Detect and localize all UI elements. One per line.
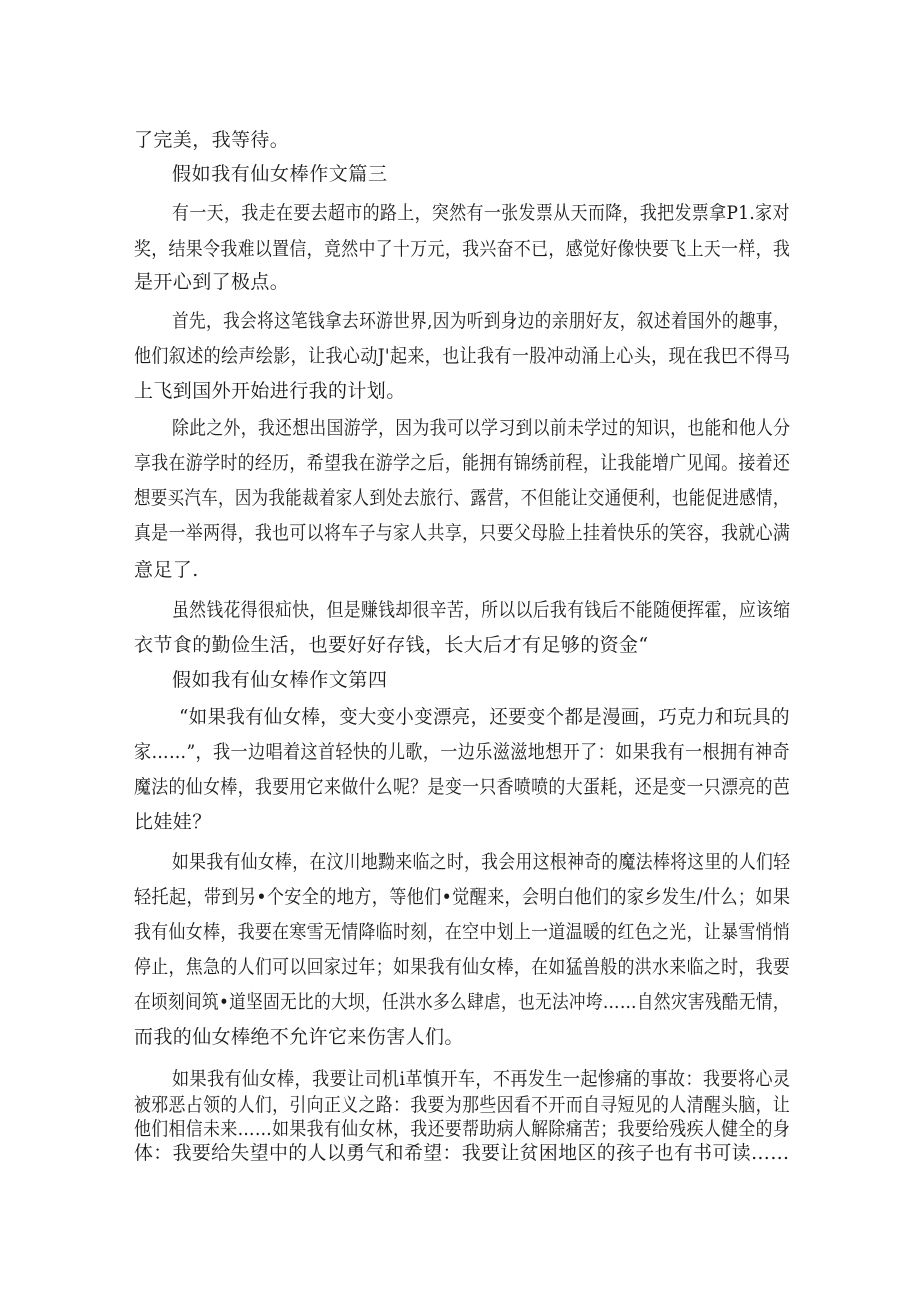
text-line: 被邪恶占领的人们，引向正义之路：我要为那些因看不开而自寻短见的人清醒头脑，让 xyxy=(134,1094,791,1116)
text-line: “如果我有仙女棒，变大变小变漂亮，还要变个都是漫画，巧克力和玩具的 xyxy=(179,706,790,728)
text-line: 我有仙女棒，我要在寒雪无情降临时刻，在空中划上一道温暖的红色之光，让暴雪悄悄 xyxy=(134,921,791,943)
text-line: 上飞到国外开始进行我的计划。 xyxy=(134,380,406,402)
text-line: 是开心到了极点。 xyxy=(134,271,290,293)
text-line: 衣节食的勤俭生活，也要好好存钱，长大后才有足够的资金“ xyxy=(134,634,649,656)
text-line: 比娃娃？ xyxy=(134,811,212,833)
text-line: 轻托起，带到另•个安全的地方，等他们•觉醒来，会明白他们的家乡发生/什么；如果 xyxy=(134,886,791,908)
text-line: 除此之外，我还想出国游学，因为我可以学习到以前未学过的知识，也能和他人分 xyxy=(172,417,791,439)
text-line: 虽然钱花得很疝快，但是赚钱却很辛苦，所以以后我有钱后不能随便挥霍，应该缩 xyxy=(172,599,791,621)
text-line: 体：我要给失望中的人以勇气和希望：我要让贫困地区的孩子也有书可读…… xyxy=(134,1142,790,1164)
text-line: 意足了. xyxy=(134,559,199,581)
text-line: 停止，焦急的人们可以回家过年；如果我有仙女棒，在如猛兽般的洪水来临之时，我要 xyxy=(134,956,791,978)
text-line: 真是一举两得，我也可以将车子与家人共享，只要父母脸上挂着快乐的笑容，我就心满 xyxy=(134,522,791,544)
text-line: 他们叙述的绘声绘影，让我心动J'起来，也让我有一股冲动涌上心头，现在我巴不得马 xyxy=(134,345,791,367)
section-heading: 假如我有仙女棒作文篇三 xyxy=(172,163,388,185)
text-line: 家……”，我一边唱着这首轻快的儿歌，一边乐滋滋地想开了：如果我有一根拥有神奇 xyxy=(134,741,790,763)
text-line: 享我在游学时的经历，希望我在游学之后，能拥有锦绣前程，让我能增广见闻。接着还 xyxy=(134,452,791,474)
text-line: 想要买汽车，因为我能裁着家人到处去旅行、露营，不但能让交通便利，也能促进感情， xyxy=(134,487,790,509)
text-line: 奖，结果令我难以置信，竟然中了十万元，我兴奋不已，感觉好像快要飞上天一样，我 xyxy=(134,238,791,260)
text-line: 了完美，我等待。 xyxy=(134,129,290,151)
text-line: 有一天，我走在要去超市的路上，突然有一张发票从天而降，我把发票拿P1.家对 xyxy=(172,202,790,224)
text-line: 如果我有仙女棒，我要让司机i革慎开车，不再发生一起惨痛的事故：我要将心灵 xyxy=(172,1068,791,1090)
text-line: 在顷刻间筑•道坚固无比的大坝，任洪水多么肆虐，也无法冲垮……自然灾害残酷无情， xyxy=(134,991,790,1013)
text-line: 而我的仙女棒绝不允许它来伤害人们。 xyxy=(134,1026,464,1048)
text-line: 魔法的仙女棒，我要用它来做什么呢？是变一只香喷喷的大蛋耗，还是变一只漂亮的芭 xyxy=(134,776,791,798)
section-heading: 假如我有仙女棒作文第四 xyxy=(172,669,388,691)
text-line: 如果我有仙女棒，在汶川地黝来临之时，我会用这根神奇的魔法棒将这里的人们轻 xyxy=(172,851,791,873)
text-line: 他们相信未来……如果我有仙女林，我还要帮助病人解除痛苦；我要给残疾人健全的身 xyxy=(134,1118,791,1140)
text-line: 首先，我会将这笔钱拿去环游世界,因为听到身边的亲朋好友，叙述着国外的趣事， xyxy=(172,310,790,332)
